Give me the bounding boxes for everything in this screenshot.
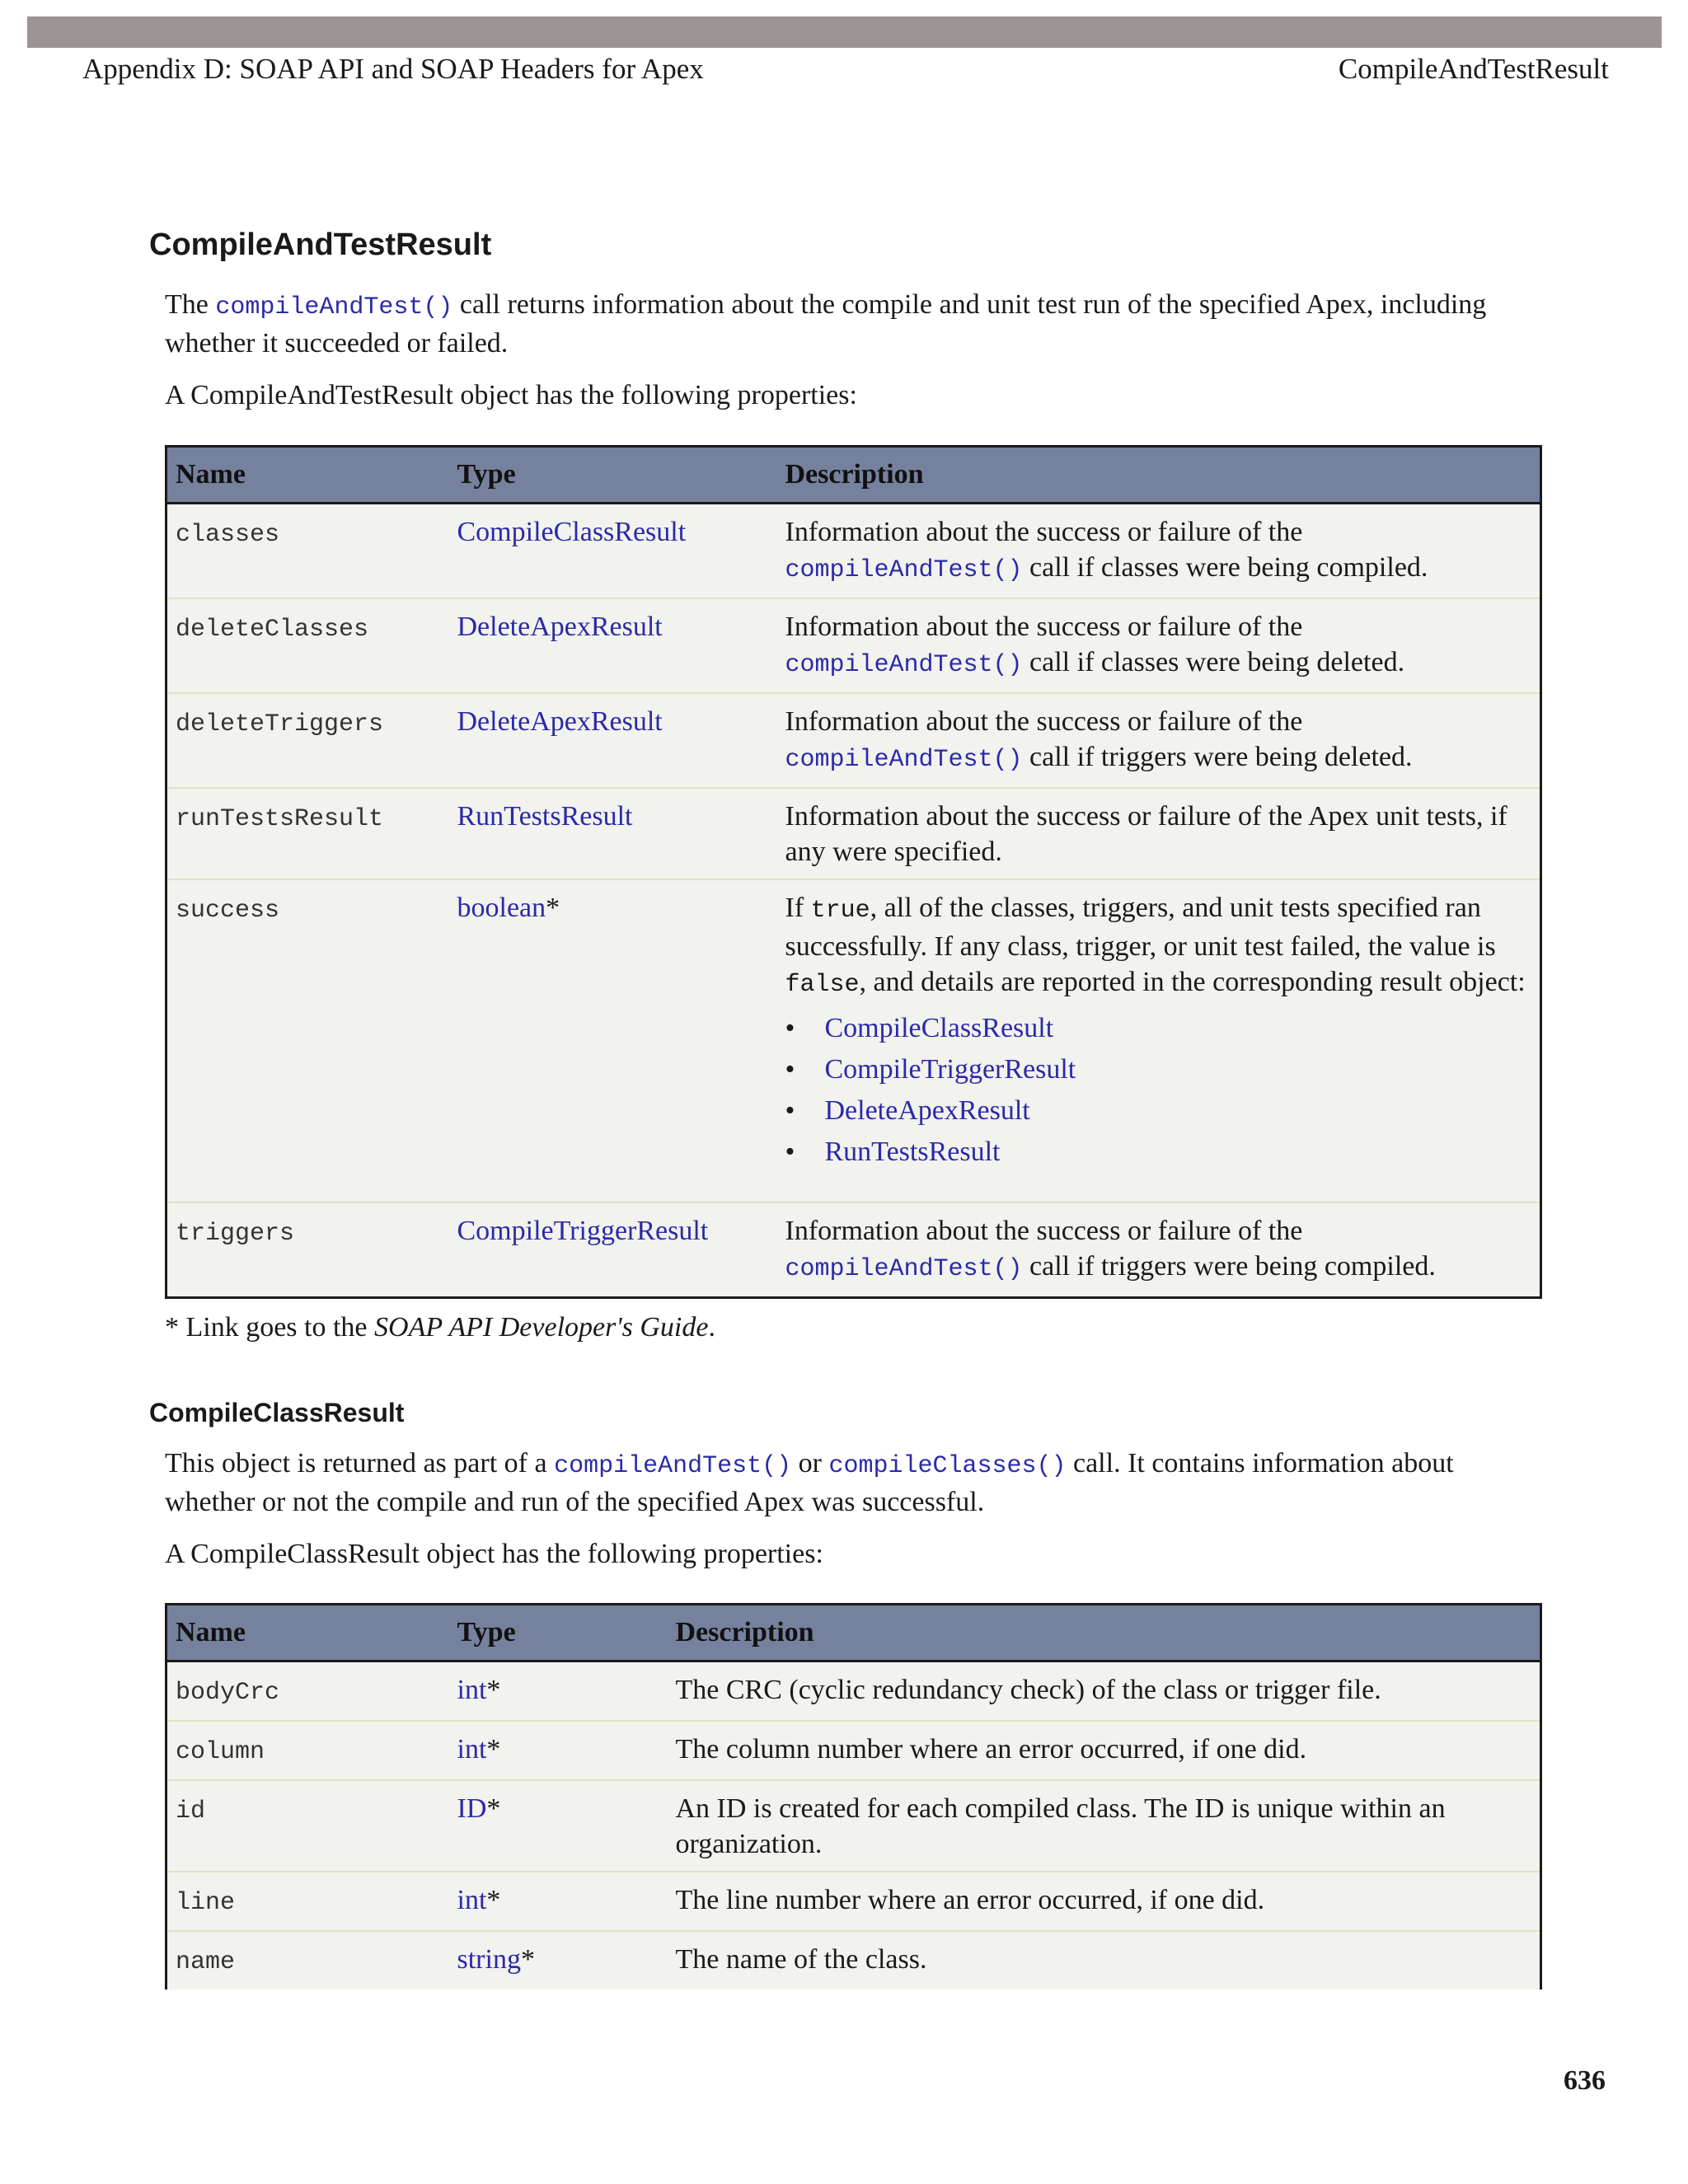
compileandtest-link[interactable]: compileAndTest() bbox=[785, 1255, 1023, 1283]
property-type bbox=[449, 504, 777, 599]
page-number: 636 bbox=[1564, 2065, 1606, 2096]
type-link[interactable]: boolean bbox=[457, 893, 546, 923]
running-header-topic: CompileAndTestResult bbox=[1338, 53, 1609, 85]
properties-intro: A CompileClassResult object has the following properties: bbox=[165, 1539, 823, 1569]
property-name: success bbox=[166, 879, 449, 1202]
list-item bbox=[785, 1090, 1532, 1132]
compileandtest-link[interactable]: compileAndTest() bbox=[785, 746, 1023, 774]
property-description: The CRC (cyclic redundancy check) of the class or trigger file. bbox=[668, 1661, 1541, 1722]
type-link[interactable]: int bbox=[457, 1734, 487, 1765]
type-link[interactable]: DeleteApexResult bbox=[457, 706, 663, 737]
property-name: line bbox=[166, 1872, 449, 1931]
table-row bbox=[166, 1202, 1541, 1298]
column-header-name: Name bbox=[166, 1605, 449, 1661]
subsection-title: CompileClassResult bbox=[149, 1398, 405, 1427]
type-link[interactable]: int bbox=[457, 1675, 487, 1705]
footnote-marker: * bbox=[486, 1885, 501, 1915]
result-link[interactable]: DeleteApexResult bbox=[824, 1095, 1030, 1126]
property-description: An ID is created for each compiled class. The ID is unique within an organization. bbox=[668, 1780, 1541, 1872]
type-link[interactable]: string bbox=[457, 1944, 521, 1975]
column-header-description: Description bbox=[777, 447, 1541, 504]
table-row bbox=[166, 1780, 1541, 1872]
type-link[interactable]: DeleteApexResult bbox=[457, 612, 663, 642]
property-name: column bbox=[166, 1721, 449, 1780]
property-type bbox=[449, 1780, 668, 1872]
false-literal: false bbox=[785, 971, 860, 999]
footnote-marker: * bbox=[486, 1793, 501, 1824]
type-link[interactable]: CompileTriggerResult bbox=[457, 1216, 709, 1246]
property-type bbox=[449, 1872, 668, 1931]
true-literal: true bbox=[810, 897, 870, 925]
table-row bbox=[166, 504, 1541, 599]
compileclassresult-intro: This object is returned as part of a compileAndTest() or compileClasses() call. It contains information about whether or not the compile and run of the specified Apex was successful. bbox=[165, 1448, 1454, 1517]
property-name: classes bbox=[166, 504, 449, 599]
column-header-name: Name bbox=[166, 447, 449, 504]
property-name: name bbox=[176, 1948, 236, 1976]
table-row bbox=[166, 1721, 1541, 1780]
property-description: Information about the success or failure of the Apex unit tests, if any were specified. bbox=[777, 788, 1541, 879]
type-link[interactable]: CompileClassResult bbox=[457, 517, 687, 547]
property-description: The line number where an error occurred, if one did. bbox=[668, 1872, 1541, 1931]
compileandtest-link[interactable]: compileAndTest() bbox=[785, 556, 1023, 584]
property-name: runTestsResult bbox=[166, 788, 449, 879]
result-link[interactable]: CompileClassResult bbox=[824, 1013, 1054, 1043]
type-link[interactable]: int bbox=[457, 1885, 487, 1915]
property-name: deleteTriggers bbox=[166, 693, 449, 788]
table-row bbox=[166, 693, 1541, 788]
footnote-marker: * bbox=[546, 893, 560, 923]
property-name: bodyCrc bbox=[166, 1661, 449, 1722]
property-description: Information about the success or failure of the compileAndTest() call if classes were being compiled. bbox=[777, 504, 1541, 599]
compileandtest-link[interactable]: compileAndTest() bbox=[215, 293, 453, 321]
result-object-list bbox=[785, 1008, 1532, 1173]
section-title: CompileAndTestResult bbox=[149, 227, 492, 262]
column-header-description: Description bbox=[668, 1605, 1541, 1661]
property-type bbox=[449, 788, 777, 879]
table-row bbox=[166, 1931, 1541, 1990]
property-type bbox=[449, 1202, 777, 1298]
property-type bbox=[449, 1721, 668, 1780]
property-description: Information about the success or failure of the compileAndTest() call if classes were being deleted. bbox=[777, 598, 1541, 693]
property-type bbox=[449, 1931, 668, 1990]
table-row bbox=[166, 598, 1541, 693]
property-name: triggers bbox=[176, 1220, 295, 1248]
footnote-marker: * bbox=[520, 1944, 535, 1975]
type-link[interactable]: ID bbox=[457, 1793, 487, 1824]
property-type bbox=[449, 879, 777, 1202]
list-item bbox=[785, 1008, 1532, 1049]
property-name: deleteClasses bbox=[166, 598, 449, 693]
compileclassresult-table bbox=[165, 1603, 1542, 1990]
compileandtest-link[interactable]: compileAndTest() bbox=[785, 651, 1023, 679]
type-link[interactable]: RunTestsResult bbox=[457, 801, 633, 832]
property-description: Information about the success or failure of the compileAndTest() call if triggers were being compiled. bbox=[785, 1216, 1436, 1283]
property-type bbox=[449, 693, 777, 788]
column-header-type: Type bbox=[449, 447, 777, 504]
property-type bbox=[449, 598, 777, 693]
properties-intro: A CompileAndTestResult object has the following properties: bbox=[165, 380, 857, 410]
result-link[interactable]: RunTestsResult bbox=[824, 1137, 1001, 1167]
footnote-marker: * bbox=[486, 1675, 501, 1705]
footnote: * Link goes to the SOAP API Developer's Guide. bbox=[165, 1312, 715, 1343]
table-header-row bbox=[166, 1605, 1541, 1661]
column-header-type: Type bbox=[449, 1605, 668, 1661]
table-row bbox=[166, 1872, 1541, 1931]
intro-paragraph: The compileAndTest() call returns information about the compile and unit test run of the specified Apex, including whether it succeeded or failed. bbox=[165, 289, 1487, 359]
compileclasses-link[interactable]: compileClasses() bbox=[828, 1452, 1067, 1480]
property-description: The name of the class. bbox=[675, 1944, 927, 1975]
table-row bbox=[166, 788, 1541, 879]
compileandtestresult-table bbox=[165, 445, 1542, 1299]
compileandtest-link[interactable]: compileAndTest() bbox=[554, 1452, 792, 1480]
property-description: If true, all of the classes, triggers, and unit tests specified ran successfully. If any class, trigger, or unit test failed, the value is false, and details are reported in the corresponding result object: • CompileClassResult • CompileTriggerResult • DeleteApexResult • RunTestsResult bbox=[777, 879, 1541, 1202]
list-item bbox=[785, 1132, 1532, 1173]
property-description: The column number where an error occurred, if one did. bbox=[668, 1721, 1541, 1780]
header-bar bbox=[27, 16, 1662, 48]
running-header-chapter: Appendix D: SOAP API and SOAP Headers for Apex bbox=[82, 53, 704, 85]
list-item bbox=[785, 1049, 1532, 1090]
property-type bbox=[449, 1661, 668, 1722]
guide-title: SOAP API Developer's Guide bbox=[374, 1312, 709, 1343]
property-description: Information about the success or failure of the compileAndTest() call if triggers were being deleted. bbox=[777, 693, 1541, 788]
table-row bbox=[166, 1661, 1541, 1722]
footnote-marker: * bbox=[486, 1734, 501, 1765]
table-header-row bbox=[166, 447, 1541, 504]
table-row bbox=[166, 879, 1541, 1202]
property-name: id bbox=[166, 1780, 449, 1872]
result-link[interactable]: CompileTriggerResult bbox=[824, 1054, 1076, 1085]
